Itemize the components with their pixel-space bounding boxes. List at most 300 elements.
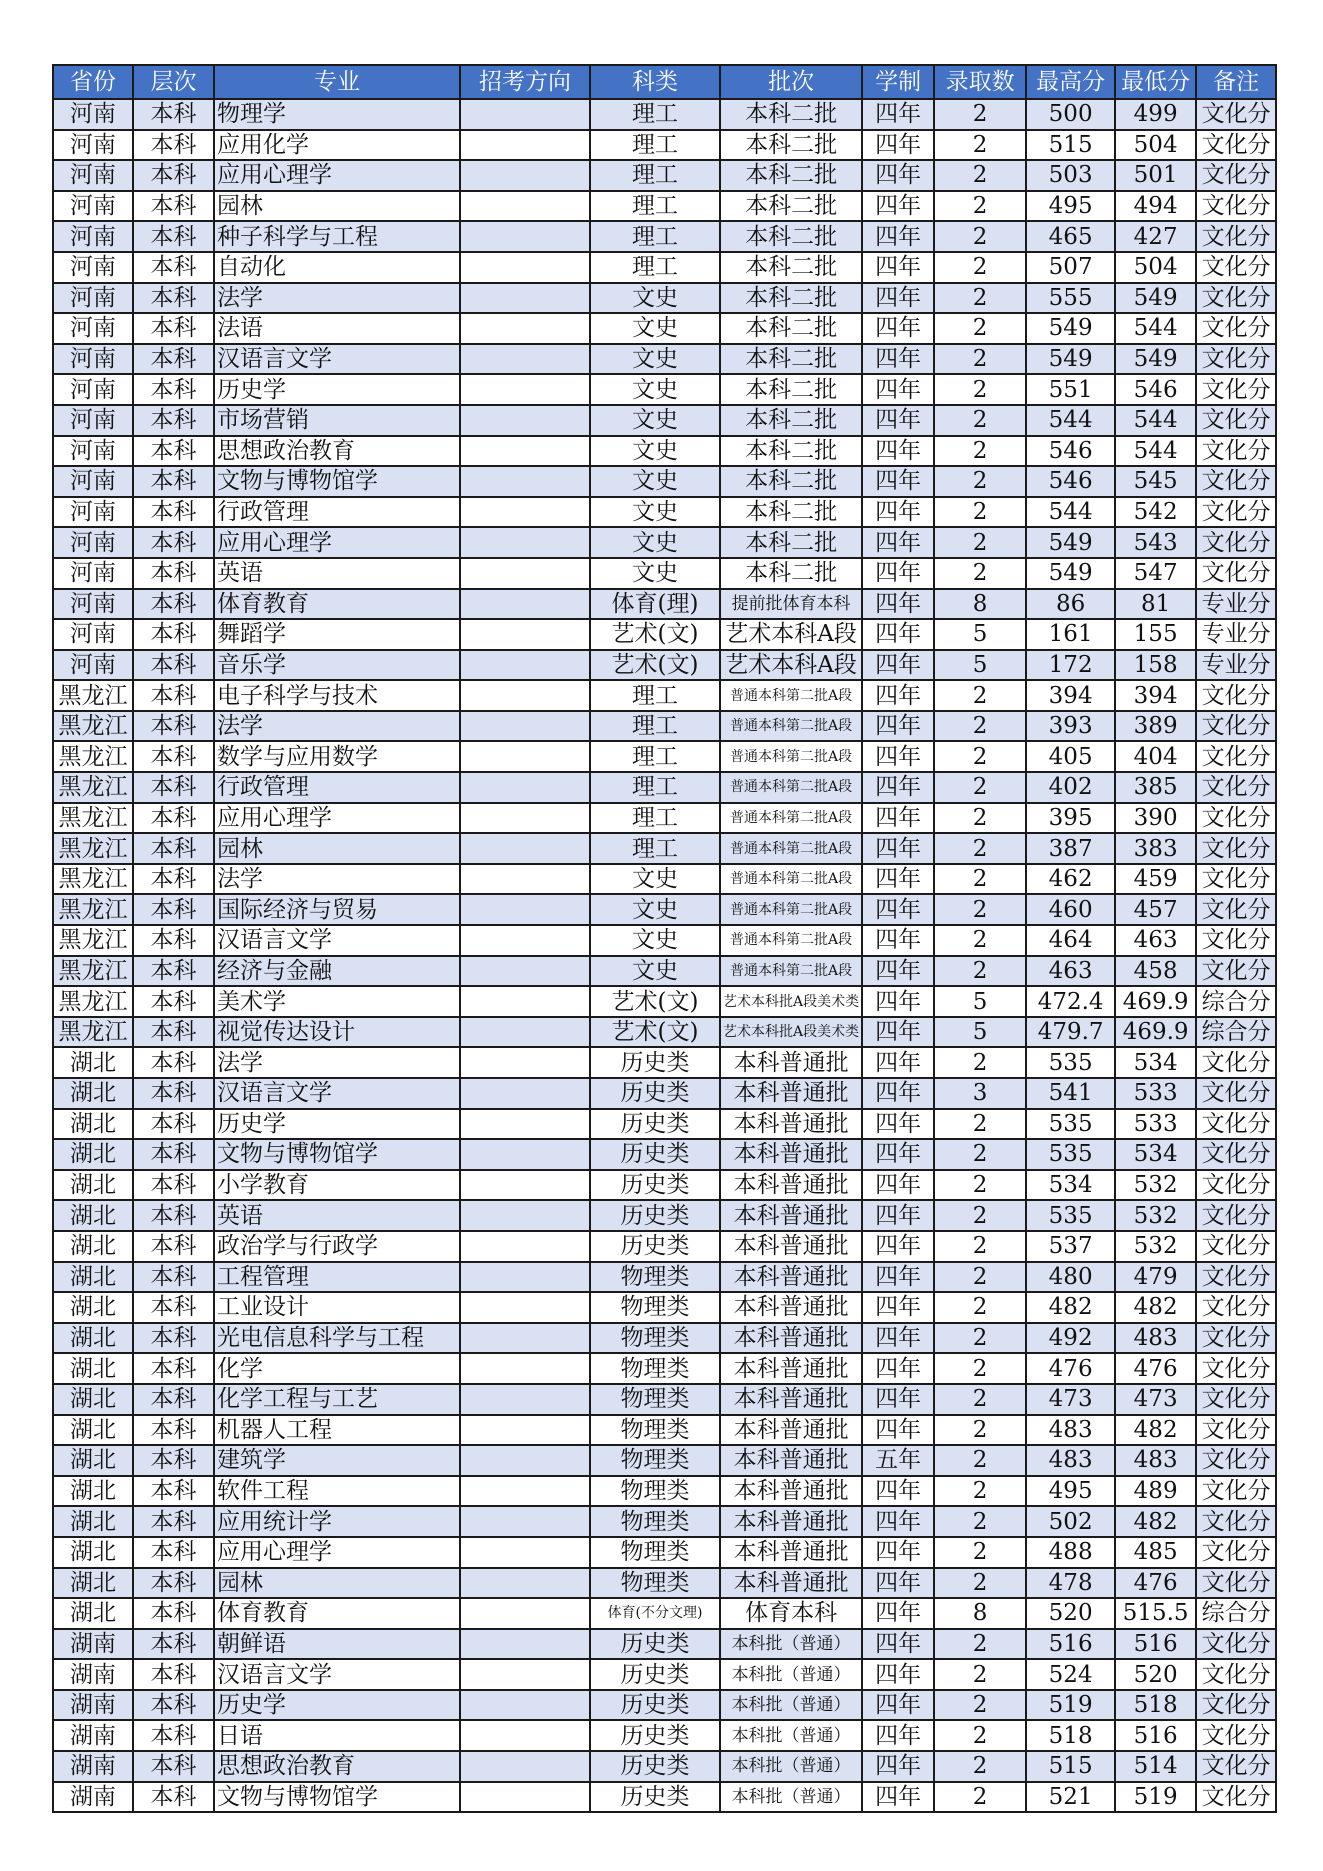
cell-province: 湖北: [53, 1292, 133, 1323]
cell-batch: 本科批（普通）: [720, 1690, 862, 1721]
cell-major: 经济与金融: [214, 956, 460, 987]
cell-duration: 四年: [862, 527, 934, 558]
cell-category: 文史: [590, 283, 720, 314]
cell-level: 本科: [133, 741, 214, 772]
cell-admitted: 2: [934, 405, 1026, 436]
cell-level: 本科: [133, 619, 214, 650]
cell-duration: 四年: [862, 894, 934, 925]
cell-duration: 四年: [862, 1537, 934, 1568]
cell-duration: 四年: [862, 1109, 934, 1140]
cell-major: 法学: [214, 864, 460, 895]
cell-batch: 本科批（普通）: [720, 1751, 862, 1782]
cell-major: 工业设计: [214, 1292, 460, 1323]
cell-admitted: 2: [934, 497, 1026, 528]
cell-direction: [460, 160, 590, 191]
cell-note: 综合分: [1196, 986, 1276, 1017]
cell-max-score: 549: [1026, 527, 1115, 558]
cell-admitted: 2: [934, 864, 1026, 895]
cell-batch: 普通本科第二批A段: [720, 680, 862, 711]
cell-category: 历史类: [590, 1720, 720, 1751]
cell-min-score: 504: [1115, 130, 1196, 161]
cell-admitted: 2: [934, 1170, 1026, 1201]
column-header-major: 专业: [214, 65, 460, 99]
cell-batch: 本科二批: [720, 191, 862, 222]
cell-admitted: 5: [934, 986, 1026, 1017]
cell-direction: [460, 680, 590, 711]
cell-note: 文化分: [1196, 1200, 1276, 1231]
cell-batch: 本科普通批: [720, 1231, 862, 1262]
cell-max-score: 544: [1026, 405, 1115, 436]
cell-province: 河南: [53, 252, 133, 283]
cell-major: 日语: [214, 1720, 460, 1751]
column-header-category: 科类: [590, 65, 720, 99]
cell-min-score: 504: [1115, 252, 1196, 283]
cell-batch: 普通本科第二批A段: [720, 925, 862, 956]
cell-province: 黑龙江: [53, 986, 133, 1017]
cell-batch: 本科批（普通）: [720, 1782, 862, 1813]
cell-category: 历史类: [590, 1690, 720, 1721]
table-row: [53, 1629, 1276, 1660]
cell-admitted: 8: [934, 1598, 1026, 1629]
cell-direction: [460, 466, 590, 497]
cell-level: 本科: [133, 374, 214, 405]
cell-duration: 四年: [862, 466, 934, 497]
cell-province: 河南: [53, 650, 133, 681]
cell-major: 园林: [214, 191, 460, 222]
cell-level: 本科: [133, 1231, 214, 1262]
table-row: [53, 650, 1276, 681]
cell-max-score: 534: [1026, 1170, 1115, 1201]
cell-min-score: 516: [1115, 1720, 1196, 1751]
cell-admitted: 2: [934, 466, 1026, 497]
cell-batch: 普通本科第二批A段: [720, 772, 862, 803]
cell-admitted: 5: [934, 650, 1026, 681]
cell-max-score: 500: [1026, 99, 1115, 130]
cell-min-score: 469.9: [1115, 986, 1196, 1017]
cell-direction: [460, 1476, 590, 1507]
cell-duration: 四年: [862, 1292, 934, 1323]
cell-category: 文史: [590, 436, 720, 467]
table-row: [53, 894, 1276, 925]
cell-category: 物理类: [590, 1292, 720, 1323]
table-row: [53, 558, 1276, 589]
cell-major: 法学: [214, 1047, 460, 1078]
cell-category: 文史: [590, 956, 720, 987]
cell-max-score: 402: [1026, 772, 1115, 803]
cell-admitted: 2: [934, 1659, 1026, 1690]
cell-batch: 艺术本科批A段美术类: [720, 986, 862, 1017]
cell-note: 文化分: [1196, 1537, 1276, 1568]
cell-max-score: 393: [1026, 711, 1115, 742]
cell-level: 本科: [133, 252, 214, 283]
cell-min-score: 479: [1115, 1262, 1196, 1293]
cell-level: 本科: [133, 1292, 214, 1323]
cell-direction: [460, 313, 590, 344]
cell-note: 文化分: [1196, 1659, 1276, 1690]
cell-duration: 四年: [862, 986, 934, 1017]
cell-province: 河南: [53, 191, 133, 222]
cell-note: 文化分: [1196, 833, 1276, 864]
cell-level: 本科: [133, 1323, 214, 1354]
cell-major: 应用化学: [214, 130, 460, 161]
cell-batch: 本科二批: [720, 252, 862, 283]
cell-level: 本科: [133, 99, 214, 130]
cell-province: 湖南: [53, 1629, 133, 1660]
cell-major: 化学: [214, 1353, 460, 1384]
cell-max-score: 472.4: [1026, 986, 1115, 1017]
cell-note: 文化分: [1196, 803, 1276, 834]
cell-admitted: 2: [934, 894, 1026, 925]
cell-direction: [460, 344, 590, 375]
table-row: [53, 619, 1276, 650]
cell-category: 艺术(文): [590, 619, 720, 650]
cell-direction: [460, 1445, 590, 1476]
cell-category: 理工: [590, 680, 720, 711]
cell-max-score: 518: [1026, 1720, 1115, 1751]
cell-major: 汉语言文学: [214, 344, 460, 375]
cell-category: 文史: [590, 374, 720, 405]
cell-note: 文化分: [1196, 283, 1276, 314]
cell-direction: [460, 1292, 590, 1323]
cell-province: 河南: [53, 558, 133, 589]
cell-category: 历史类: [590, 1629, 720, 1660]
cell-duration: 四年: [862, 956, 934, 987]
cell-batch: 本科批（普通）: [720, 1659, 862, 1690]
cell-major: 自动化: [214, 252, 460, 283]
cell-direction: [460, 1139, 590, 1170]
cell-note: 文化分: [1196, 894, 1276, 925]
cell-category: 艺术(文): [590, 1017, 720, 1048]
table-row: [53, 130, 1276, 161]
cell-province: 黑龙江: [53, 956, 133, 987]
cell-major: 历史学: [214, 1109, 460, 1140]
cell-major: 应用心理学: [214, 1537, 460, 1568]
cell-min-score: 427: [1115, 221, 1196, 252]
cell-duration: 四年: [862, 1690, 934, 1721]
cell-batch: 本科二批: [720, 130, 862, 161]
cell-province: 黑龙江: [53, 803, 133, 834]
table-row: [53, 99, 1276, 130]
cell-admitted: 2: [934, 558, 1026, 589]
cell-category: 历史类: [590, 1231, 720, 1262]
cell-batch: 本科普通批: [720, 1200, 862, 1231]
cell-province: 黑龙江: [53, 925, 133, 956]
cell-max-score: 462: [1026, 864, 1115, 895]
cell-province: 湖北: [53, 1415, 133, 1446]
cell-max-score: 395: [1026, 803, 1115, 834]
cell-level: 本科: [133, 1598, 214, 1629]
cell-admitted: 2: [934, 1445, 1026, 1476]
cell-max-score: 479.7: [1026, 1017, 1115, 1048]
cell-major: 英语: [214, 558, 460, 589]
cell-duration: 四年: [862, 1262, 934, 1293]
cell-duration: 四年: [862, 344, 934, 375]
cell-major: 汉语言文学: [214, 1078, 460, 1109]
cell-direction: [460, 650, 590, 681]
cell-category: 物理类: [590, 1445, 720, 1476]
cell-admitted: 2: [934, 221, 1026, 252]
cell-category: 文史: [590, 558, 720, 589]
cell-province: 湖北: [53, 1262, 133, 1293]
cell-level: 本科: [133, 160, 214, 191]
cell-admitted: 2: [934, 527, 1026, 558]
cell-category: 文史: [590, 925, 720, 956]
cell-batch: 本科二批: [720, 374, 862, 405]
cell-admitted: 2: [934, 741, 1026, 772]
table-row: [53, 344, 1276, 375]
cell-direction: [460, 252, 590, 283]
cell-admitted: 5: [934, 619, 1026, 650]
cell-major: 体育教育: [214, 589, 460, 620]
cell-direction: [460, 711, 590, 742]
cell-max-score: 476: [1026, 1353, 1115, 1384]
cell-max-score: 535: [1026, 1109, 1115, 1140]
cell-min-score: 533: [1115, 1109, 1196, 1140]
table-row: [53, 160, 1276, 191]
cell-direction: [460, 436, 590, 467]
cell-level: 本科: [133, 1782, 214, 1813]
cell-category: 文史: [590, 344, 720, 375]
cell-direction: [460, 221, 590, 252]
cell-note: 文化分: [1196, 1506, 1276, 1537]
cell-note: 文化分: [1196, 1262, 1276, 1293]
cell-direction: [460, 772, 590, 803]
cell-max-score: 482: [1026, 1292, 1115, 1323]
cell-major: 朝鲜语: [214, 1629, 460, 1660]
cell-province: 黑龙江: [53, 741, 133, 772]
cell-note: 文化分: [1196, 1629, 1276, 1660]
cell-admitted: 2: [934, 1323, 1026, 1354]
cell-province: 河南: [53, 374, 133, 405]
cell-note: 文化分: [1196, 680, 1276, 711]
cell-category: 历史类: [590, 1139, 720, 1170]
cell-level: 本科: [133, 1353, 214, 1384]
table-row: [53, 1415, 1276, 1446]
cell-duration: 四年: [862, 589, 934, 620]
cell-category: 历史类: [590, 1200, 720, 1231]
cell-note: 文化分: [1196, 221, 1276, 252]
table-row: [53, 466, 1276, 497]
cell-admitted: 2: [934, 833, 1026, 864]
cell-note: 文化分: [1196, 1139, 1276, 1170]
cell-batch: 艺术本科批A段美术类: [720, 1017, 862, 1048]
cell-note: 文化分: [1196, 313, 1276, 344]
cell-duration: 四年: [862, 1017, 934, 1048]
cell-note: 文化分: [1196, 711, 1276, 742]
cell-level: 本科: [133, 436, 214, 467]
cell-admitted: 2: [934, 1200, 1026, 1231]
table-row: [53, 1659, 1276, 1690]
cell-level: 本科: [133, 466, 214, 497]
cell-note: 文化分: [1196, 466, 1276, 497]
cell-note: 专业分: [1196, 589, 1276, 620]
cell-level: 本科: [133, 1139, 214, 1170]
cell-major: 政治学与行政学: [214, 1231, 460, 1262]
cell-batch: 本科二批: [720, 221, 862, 252]
cell-major: 应用心理学: [214, 160, 460, 191]
cell-province: 河南: [53, 313, 133, 344]
table-row: [53, 1384, 1276, 1415]
cell-duration: 四年: [862, 99, 934, 130]
cell-batch: 本科二批: [720, 405, 862, 436]
cell-duration: 四年: [862, 1629, 934, 1660]
cell-level: 本科: [133, 1170, 214, 1201]
cell-major: 历史学: [214, 1690, 460, 1721]
cell-level: 本科: [133, 1568, 214, 1599]
cell-max-score: 520: [1026, 1598, 1115, 1629]
cell-max-score: 464: [1026, 925, 1115, 956]
cell-max-score: 172: [1026, 650, 1115, 681]
cell-major: 小学教育: [214, 1170, 460, 1201]
cell-admitted: 2: [934, 1415, 1026, 1446]
cell-province: 湖南: [53, 1690, 133, 1721]
cell-level: 本科: [133, 833, 214, 864]
cell-major: 化学工程与工艺: [214, 1384, 460, 1415]
cell-direction: [460, 1537, 590, 1568]
cell-batch: 本科普通批: [720, 1047, 862, 1078]
cell-note: 文化分: [1196, 1078, 1276, 1109]
cell-major: 汉语言文学: [214, 925, 460, 956]
cell-min-score: 532: [1115, 1200, 1196, 1231]
cell-major: 光电信息科学与工程: [214, 1323, 460, 1354]
cell-min-score: 549: [1115, 283, 1196, 314]
cell-admitted: 2: [934, 680, 1026, 711]
cell-min-score: 534: [1115, 1139, 1196, 1170]
cell-level: 本科: [133, 497, 214, 528]
cell-duration: 四年: [862, 1384, 934, 1415]
cell-note: 文化分: [1196, 1720, 1276, 1751]
column-header-province: 省份: [53, 65, 133, 99]
cell-batch: 本科普通批: [720, 1109, 862, 1140]
cell-direction: [460, 1353, 590, 1384]
cell-max-score: 546: [1026, 436, 1115, 467]
cell-batch: 本科普通批: [720, 1262, 862, 1293]
cell-level: 本科: [133, 191, 214, 222]
cell-province: 河南: [53, 436, 133, 467]
cell-min-score: 549: [1115, 344, 1196, 375]
cell-admitted: 2: [934, 1720, 1026, 1751]
cell-batch: 本科普通批: [720, 1323, 862, 1354]
cell-province: 河南: [53, 283, 133, 314]
cell-note: 文化分: [1196, 1047, 1276, 1078]
cell-max-score: 495: [1026, 191, 1115, 222]
cell-min-score: 544: [1115, 405, 1196, 436]
cell-note: 文化分: [1196, 436, 1276, 467]
cell-province: 湖南: [53, 1720, 133, 1751]
cell-note: 文化分: [1196, 1323, 1276, 1354]
cell-note: 文化分: [1196, 925, 1276, 956]
cell-min-score: 394: [1115, 680, 1196, 711]
cell-admitted: 5: [934, 1017, 1026, 1048]
table-row: [53, 741, 1276, 772]
table-row: [53, 1751, 1276, 1782]
cell-major: 数学与应用数学: [214, 741, 460, 772]
cell-direction: [460, 1231, 590, 1262]
cell-max-score: 551: [1026, 374, 1115, 405]
cell-min-score: 544: [1115, 436, 1196, 467]
cell-batch: 本科普通批: [720, 1384, 862, 1415]
cell-duration: 四年: [862, 130, 934, 161]
cell-major: 文物与博物馆学: [214, 1782, 460, 1813]
cell-max-score: 463: [1026, 956, 1115, 987]
cell-max-score: 549: [1026, 558, 1115, 589]
cell-min-score: 158: [1115, 650, 1196, 681]
cell-major: 物理学: [214, 99, 460, 130]
cell-min-score: 469.9: [1115, 1017, 1196, 1048]
cell-category: 历史类: [590, 1659, 720, 1690]
cell-duration: 四年: [862, 1598, 934, 1629]
cell-admitted: 2: [934, 1782, 1026, 1813]
table-row: [53, 1476, 1276, 1507]
cell-note: 文化分: [1196, 1415, 1276, 1446]
cell-duration: 四年: [862, 1751, 934, 1782]
cell-direction: [460, 894, 590, 925]
table-row: [53, 1231, 1276, 1262]
cell-category: 文史: [590, 313, 720, 344]
cell-major: 行政管理: [214, 772, 460, 803]
cell-max-score: 515: [1026, 130, 1115, 161]
cell-note: 文化分: [1196, 1782, 1276, 1813]
cell-level: 本科: [133, 558, 214, 589]
cell-batch: 本科二批: [720, 527, 862, 558]
header-row: [53, 65, 1276, 99]
cell-batch: 本科二批: [720, 283, 862, 314]
cell-duration: 四年: [862, 864, 934, 895]
cell-admitted: 2: [934, 160, 1026, 191]
cell-category: 物理类: [590, 1323, 720, 1354]
cell-major: 园林: [214, 1568, 460, 1599]
cell-max-score: 537: [1026, 1231, 1115, 1262]
cell-duration: 四年: [862, 741, 934, 772]
cell-category: 历史类: [590, 1047, 720, 1078]
cell-max-score: 535: [1026, 1200, 1115, 1231]
table-row: [53, 1109, 1276, 1140]
cell-category: 物理类: [590, 1384, 720, 1415]
cell-admitted: 2: [934, 1292, 1026, 1323]
table-row: [53, 1598, 1276, 1629]
cell-batch: 本科普通批: [720, 1445, 862, 1476]
cell-admitted: 2: [934, 711, 1026, 742]
cell-duration: 四年: [862, 711, 934, 742]
cell-min-score: 483: [1115, 1323, 1196, 1354]
cell-province: 河南: [53, 130, 133, 161]
cell-level: 本科: [133, 772, 214, 803]
cell-duration: 四年: [862, 1078, 934, 1109]
cell-admitted: 2: [934, 925, 1026, 956]
cell-level: 本科: [133, 1200, 214, 1231]
cell-duration: 四年: [862, 191, 934, 222]
cell-category: 理工: [590, 741, 720, 772]
cell-admitted: 2: [934, 772, 1026, 803]
cell-direction: [460, 1506, 590, 1537]
cell-min-score: 483: [1115, 1445, 1196, 1476]
cell-batch: 体育本科: [720, 1598, 862, 1629]
table-row: [53, 221, 1276, 252]
cell-max-score: 473: [1026, 1384, 1115, 1415]
cell-province: 湖北: [53, 1170, 133, 1201]
cell-category: 体育(理): [590, 589, 720, 620]
cell-major: 思想政治教育: [214, 436, 460, 467]
cell-duration: 四年: [862, 772, 934, 803]
table-row: [53, 589, 1276, 620]
table-row: [53, 1506, 1276, 1537]
cell-level: 本科: [133, 1109, 214, 1140]
cell-direction: [460, 1078, 590, 1109]
table-row: [53, 1568, 1276, 1599]
table-row: [53, 711, 1276, 742]
cell-max-score: 544: [1026, 497, 1115, 528]
cell-province: 湖南: [53, 1751, 133, 1782]
